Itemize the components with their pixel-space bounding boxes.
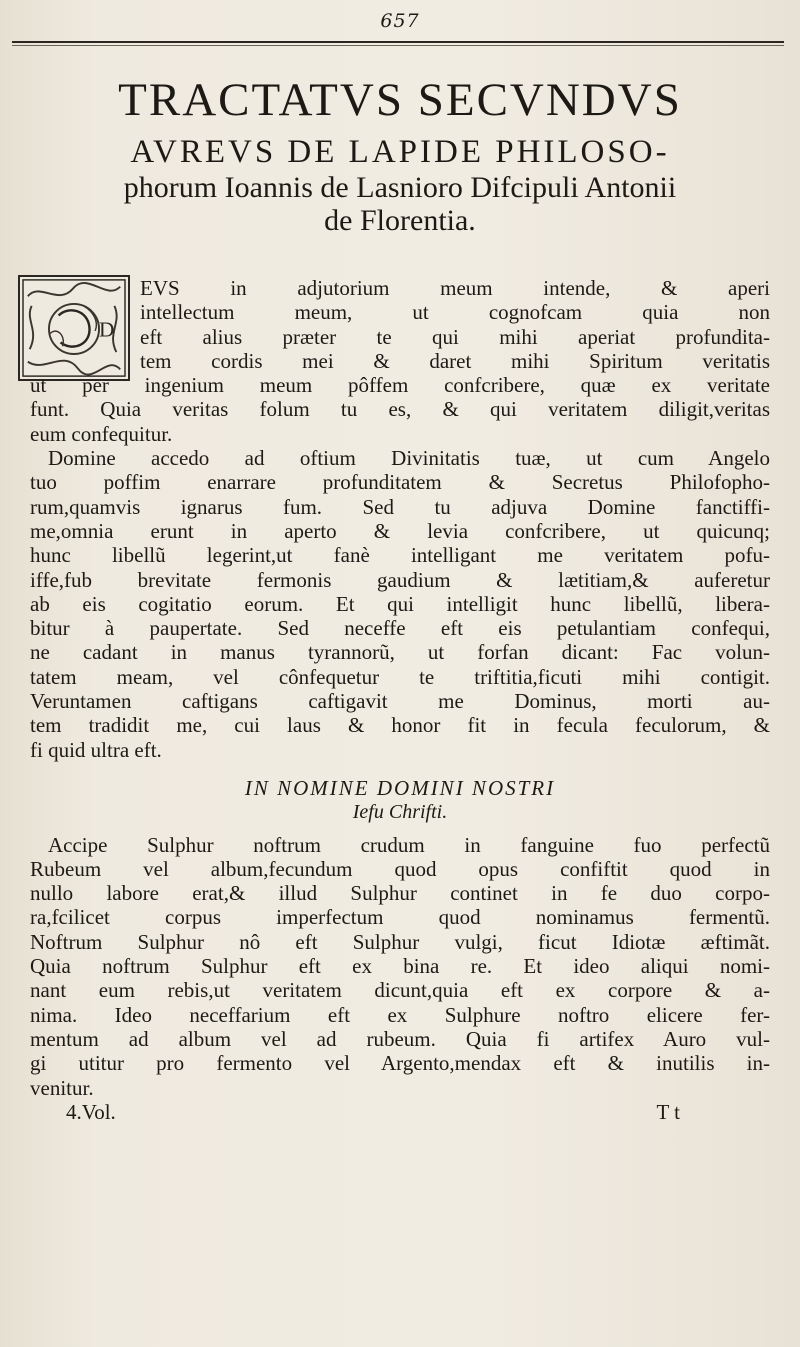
text-line: venitur. [30,1075,94,1100]
treatise-title: TRACTATVS SECVNDVS [118,74,682,126]
volume-mark: 4.Vol. [66,1099,116,1124]
text-line: nant eum rebis,ut veritatem dicunt,quia eft ex corpore & a- [30,978,770,1003]
text-line: me,omnia erunt in aperto & levia confcribere, ut quicunq; [30,518,770,543]
text-line: fi quid ultra eft. [30,737,162,762]
text-line: Noftrum Sulphur nô eft Sulphur vulgi, ficut Idiotӕ ӕftimãt. [30,929,770,954]
text-line: hunc libellũ legerint,ut fanè intelligant me veritatem pofu- [30,543,770,568]
text-line: gi utitur pro fermento vel Argento,mendax eft & inutilis in- [30,1051,770,1076]
invocation-subheading: Iefu Chrifti. [352,801,448,824]
text-line: Veruntamen caftigans caftigavit me Dominus, morti au- [30,689,770,714]
text-line: Domine accedo ad oftium Divinitatis tuӕ, ut cum Angelo [48,446,770,471]
text-line: EVS in adjutorium meum intende, & aperi [140,276,770,300]
text-line: eft alius prӕter te qui mihi aperiat profundita- [140,324,770,349]
text-line: ab eis cogitatio eorum. Et qui intelligit hunc libellũ, libera- [30,591,770,616]
text-line: intellectum meum, ut cognofcam quia non [140,300,770,325]
invocation-heading: IN NOMINE DOMINI NOSTRI [244,775,556,800]
text-line: rum,quamvis ignarus fum. Sed tu adjuva Domine fanctiffi- [30,494,770,519]
subtitle-line-3: de Florentia. [324,204,476,237]
text-line: tatem meam, vel cônfequetur te triftitia,ficuti mihi contigit. [30,664,770,689]
treatise-subtitle [0,134,800,237]
text-line: tem tradidit me, cui laus & honor fit in fecula feculorum, & [30,713,770,738]
text-line: funt. Quia veritas folum tu es, & qui veritatem diligit,veritas [30,397,770,422]
header-rule [12,41,784,43]
opening-lines [30,276,770,373]
text-line: tuo poffim enarrare profunditatem & Secretus Philofopho- [30,470,770,495]
text-line: tem cordis mei & daret mihi Spiritum veritatis [140,348,770,373]
folio-number: 657 [380,10,420,32]
signature-mark: T t [656,1099,680,1124]
subtitle-line-2: phorum Ioannis de Lasnioro Difcipuli Antonii [123,171,677,204]
text-line: nullo labore erat,& illud Sulphur continet in fe duo corpo- [30,881,770,906]
text-line: nima. Ideo neceffarium eft ex Sulphure noftro elicere fer- [30,1002,770,1027]
text-line: mentum ad album vel ad rubeum. Quia fi artifex Auro vul- [30,1026,770,1051]
text-line: Rubeum vel album,fecundum quod opus confiftit quod in [30,856,770,881]
text-line: ra,fcilicet corpus imperfectum quod nominamus fermentũ. [30,905,770,930]
svg-text:D: D [99,317,115,342]
text-line: iffe,fub brevitate fermonis gaudium & lӕtitiam,& auferetur [30,567,770,592]
page-footer [30,1100,770,1124]
body-text [30,276,770,1124]
text-line: ne cadant in manus tyrannorũ, ut forfan dicant: Fac volun- [30,640,770,665]
text-line: Quia noftrum Sulphur eft ex bina re. Et ideo aliqui nomi- [30,954,770,979]
text-line: Accipe Sulphur noftrum crudum in fanguine fuo perfectũ [48,832,770,857]
subtitle-line-1: AVREVS DE LAPIDE PHILOSO- [130,134,670,170]
text-line: bitur à paupertate. Sed neceffe eft eis petulantiam confequi, [30,616,770,641]
header-rule-thin [12,45,784,46]
text-line: eum confequitur. [30,421,173,446]
text-line: ut per ingenium meum pôffem confcribere, quӕ ex veritate [30,373,770,398]
